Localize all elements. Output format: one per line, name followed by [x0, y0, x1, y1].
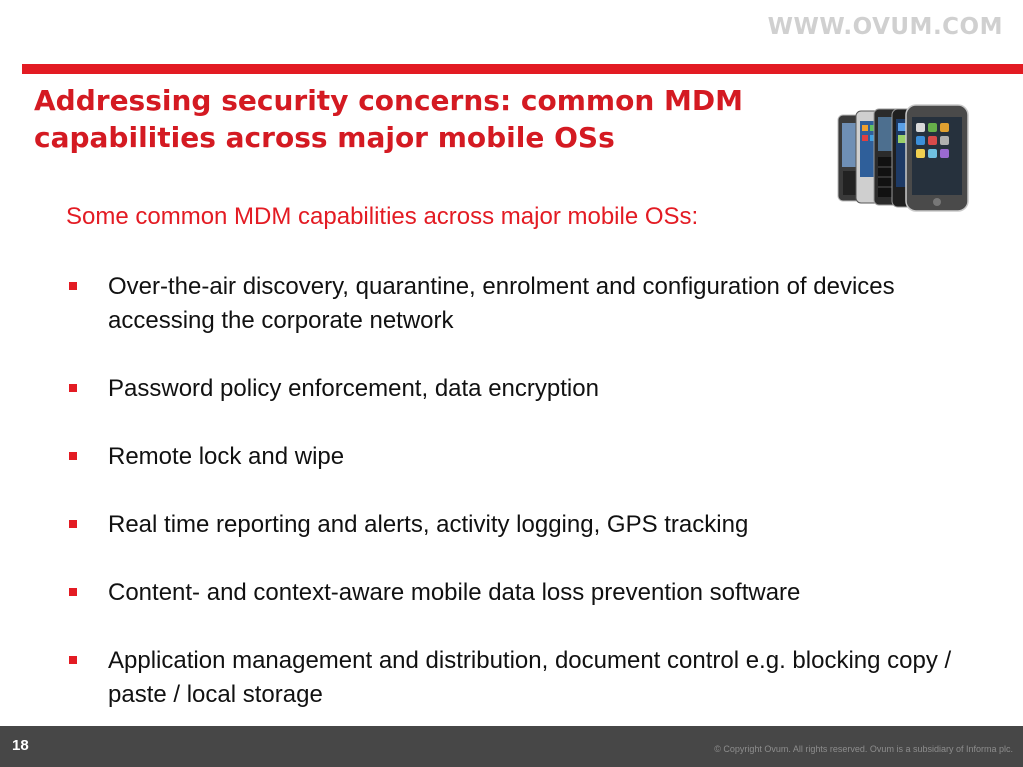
- brand-logo: WWW.OVUM.COM: [767, 14, 1003, 40]
- list-item: Content- and context-aware mobile data loss prevention software: [66, 576, 966, 610]
- list-item: Remote lock and wipe: [66, 440, 966, 474]
- slide-subtitle: Some common MDM capabilities across major mobile OSs:: [66, 203, 699, 230]
- list-item: Real time reporting and alerts, activity logging, GPS tracking: [66, 508, 966, 542]
- list-item: Application management and distribution, document control e.g. blocking copy / paste / local storage: [66, 644, 966, 712]
- bullet-icon: [69, 282, 77, 290]
- bullet-icon: [69, 384, 77, 392]
- header-rule: [22, 64, 1023, 74]
- smartphones-image: [836, 103, 972, 213]
- capabilities-list: [66, 270, 966, 712]
- list-item: Over-the-air discovery, quarantine, enrolment and configuration of devices accessing the corporate network: [66, 270, 966, 338]
- bullet-icon: [69, 656, 77, 664]
- slide-title: Addressing security concerns: common MDM capabilities across major mobile OSs: [34, 84, 743, 154]
- bullet-icon: [69, 452, 77, 460]
- copyright-text: © Copyright Ovum. All rights reserved. Ovum is a subsidiary of Informa plc.: [714, 744, 1013, 754]
- list-item: Password policy enforcement, data encryption: [66, 372, 966, 406]
- footer-bar: [0, 726, 1023, 767]
- bullet-icon: [69, 520, 77, 528]
- bullet-icon: [69, 588, 77, 596]
- page-number: 18: [12, 737, 29, 754]
